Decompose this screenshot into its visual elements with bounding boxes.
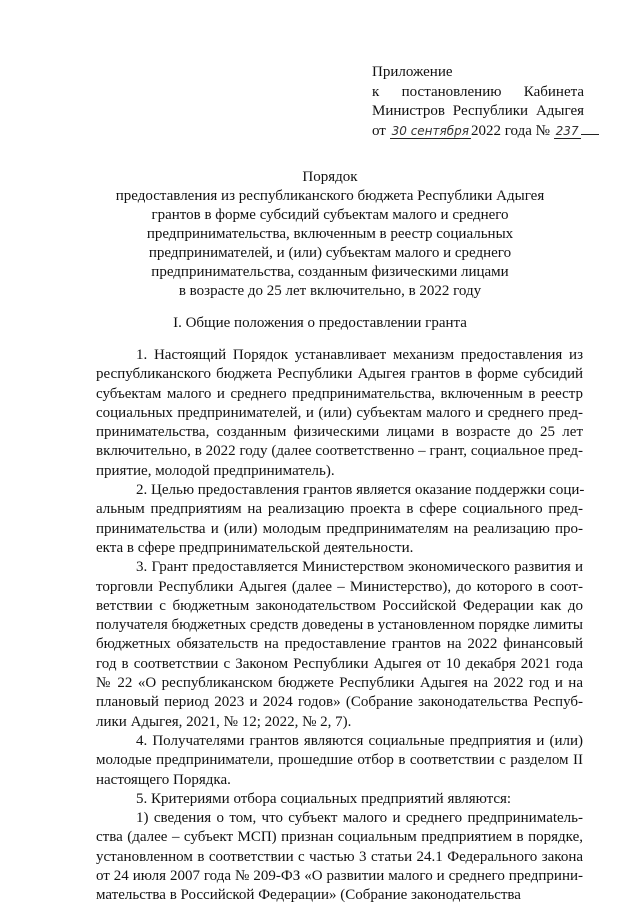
appendix-label: Приложение [372, 64, 453, 80]
paragraph-line: торговли Республики Адыгея (далее – Министерство), до которого в соот- [96, 578, 583, 595]
appendix-resolution: к постановлению Кабинета [372, 83, 584, 100]
title-line-5: предпринимателей, и (или) субъектам малого и среднего [148, 245, 512, 261]
handwritten-number: 237 [555, 123, 579, 138]
paragraph-line: 4. Получателями грантов являются социальные предприятия и (или) [136, 732, 583, 749]
paragraph-line: бюджетных обязательств на предоставление грантов на 2022 финансовый [96, 636, 583, 653]
paragraph-line: получателя бюджетных средств доведены в установленном порядке лимиты [96, 617, 583, 634]
paragraph-line: включительно, в 2022 году (далее соответственно – грант, социальное пред- [96, 443, 583, 460]
appendix-ministers: Министров Республики Адыгея [372, 103, 584, 119]
paragraph-3 [96, 558, 583, 732]
paragraph-6 [96, 809, 583, 905]
paragraph-line: принимательства, созданным физическими лицами в возрасте до 25 лет [96, 424, 583, 441]
paragraph-line: ства (далее – субъект МСП) признан социальным предприятием в порядке, [96, 829, 583, 846]
paragraph-4 [96, 732, 583, 790]
paragraph-line: от 24 июля 2007 года № 209-ФЗ «О развитии малого и среднего предприни- [96, 868, 583, 885]
title-line-7: в возрасте до 25 лет включительно, в 2022 году [178, 283, 482, 299]
paragraph-line: приятие, молодой предприниматель). [96, 462, 335, 479]
paragraph-1 [96, 346, 583, 481]
paragraph-line: молодые предприниматели, прошедшие отбор в соответствии с разделом II [96, 752, 583, 769]
paragraph-line: ветствии с бюджетным законодательством Российской Федерации как до [96, 597, 583, 614]
paragraph-line: 1) сведения о том, что субъект малого и среднего предпринимatель- [136, 810, 583, 827]
paragraph-line: республиканского бюджета Республики Адыгея грантов в форме субсидий [96, 366, 583, 383]
paragraph-line: 2. Целью предоставления грантов является оказание поддержки соци- [136, 482, 585, 499]
section-heading: I. Общие положения о предоставлении гранта [173, 315, 467, 331]
paragraph-line: год в соответствии с Законом Республики Адыгея от 10 декабря 2021 года [96, 655, 583, 672]
paragraph-line: 5. Критериями отбора социальных предприятий являются: [136, 790, 512, 807]
paragraph-line: лики Адыгея, 2021, № 12; 2022, № 2, 7). [96, 713, 352, 730]
date-prefix: от [372, 122, 386, 139]
paragraph-line: альным предприятиям на реализацию проекта в сфере социального пред- [96, 501, 583, 518]
appendix-date-line [372, 122, 584, 142]
paragraph-line: принимательства и (или) молодым предпринимателям на реализацию про- [96, 520, 583, 537]
paragraph-line: екта в сфере предпринимательской деятельности. [96, 539, 414, 556]
appendix-block [372, 63, 584, 141]
title-line-1: Порядок [302, 169, 358, 185]
title-line-4: предпринимательства, включенным в реестр социальных [146, 226, 514, 242]
handwritten-date: 30 сентября [391, 123, 469, 138]
paragraph-line: социальных предпринимателей, и (или) субъектам малого и среднего пред- [96, 404, 583, 421]
paragraph-line: № 22 «О республиканском бюджете Республики Адыгея на 2022 год и на [96, 675, 583, 692]
date-suffix: 2022 года № [470, 122, 550, 139]
paragraph-2 [96, 481, 583, 558]
paragraph-5 [96, 790, 583, 809]
title-line-6: предпринимательства, созданным физическими лицами [151, 264, 509, 280]
paragraph-line: настоящего Порядка. [96, 771, 231, 788]
paragraph-line: 1. Настоящий Порядок устанавливает механизм предоставления из [136, 347, 583, 363]
paragraph-line: 3. Грант предоставляется Министерством экономического развития и [136, 559, 583, 576]
title-line-3: грантов в форме субсидий субъектам малого и среднего [151, 207, 509, 223]
paragraph-line: мательства в Российской Федерации» (Собрание законодательства [96, 887, 521, 904]
paragraph-line: плановый период 2023 и 2024 годов» (Собрание законодательства Респуб- [96, 694, 583, 711]
title-line-2: предоставления из республиканского бюджета Республики Адыгея [115, 188, 545, 204]
paragraph-line: субъектам малого и среднего предпринимательства, включенным в реестр [96, 385, 583, 402]
paragraph-line: установленном в соответствии с частью 3 статьи 24.1 Федерального закона [96, 848, 583, 865]
number-underline [581, 134, 599, 135]
document-title [100, 168, 560, 301]
document-body [96, 346, 583, 906]
